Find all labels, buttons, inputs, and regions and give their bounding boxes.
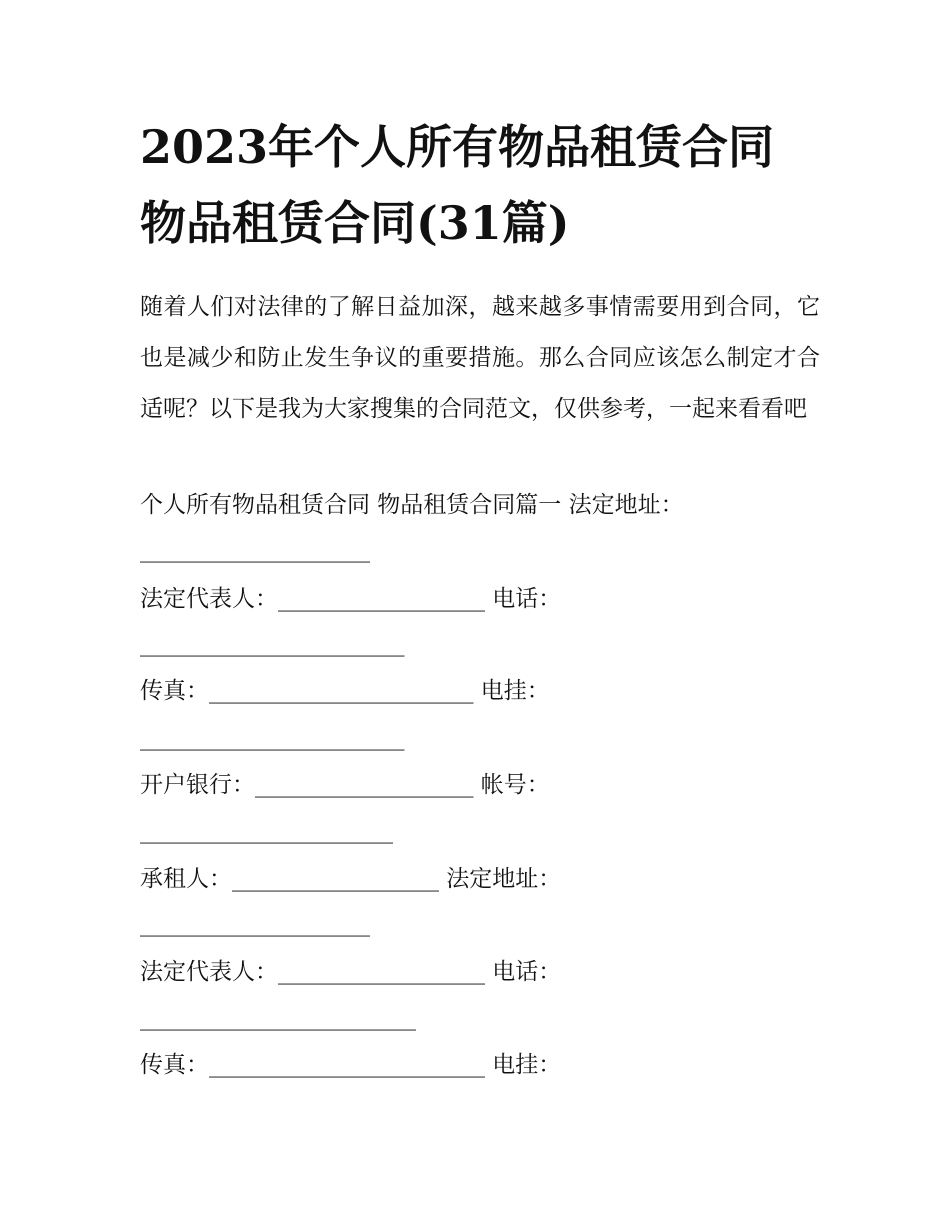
blank-line: ____________________ bbox=[140, 537, 370, 563]
blank-line: _______________________ bbox=[140, 725, 405, 751]
document-title-line-2: 物品租赁合同(31篇) bbox=[140, 196, 570, 250]
fax-line: 传真：_______________________ 电挂： bbox=[140, 678, 550, 704]
fax-line: 传真：________________________ 电挂： bbox=[140, 1052, 562, 1078]
lessee-line: 承租人：__________________ 法定地址： bbox=[140, 866, 562, 892]
intro-paragraph: 随着人们对法律的了解日益加深，越来越多事情需要用到合同，它也是减少和防止发生争议的重要措施。那么合同应该怎么制定才合适呢？以下是我为大家搜集的合同范文，仅供参考，一起来看看吧 bbox=[140, 294, 820, 422]
legal-representative-line: 法定代表人：__________________ 电话： bbox=[140, 586, 562, 612]
blank-line: ____________________ bbox=[140, 911, 370, 937]
blank-line: ______________________ bbox=[140, 818, 393, 844]
document-title-line-1: 2023年个人所有物品租赁合同 bbox=[140, 120, 775, 174]
bank-line: 开户银行：___________________ 帐号： bbox=[140, 772, 550, 798]
legal-representative-line: 法定代表人：__________________ 电话： bbox=[140, 959, 562, 985]
blank-line: ________________________ bbox=[140, 1005, 416, 1031]
section-heading-line: 个人所有物品租赁合同 物品租赁合同篇一 法定地址： bbox=[140, 492, 684, 518]
blank-line: _______________________ bbox=[140, 631, 405, 657]
